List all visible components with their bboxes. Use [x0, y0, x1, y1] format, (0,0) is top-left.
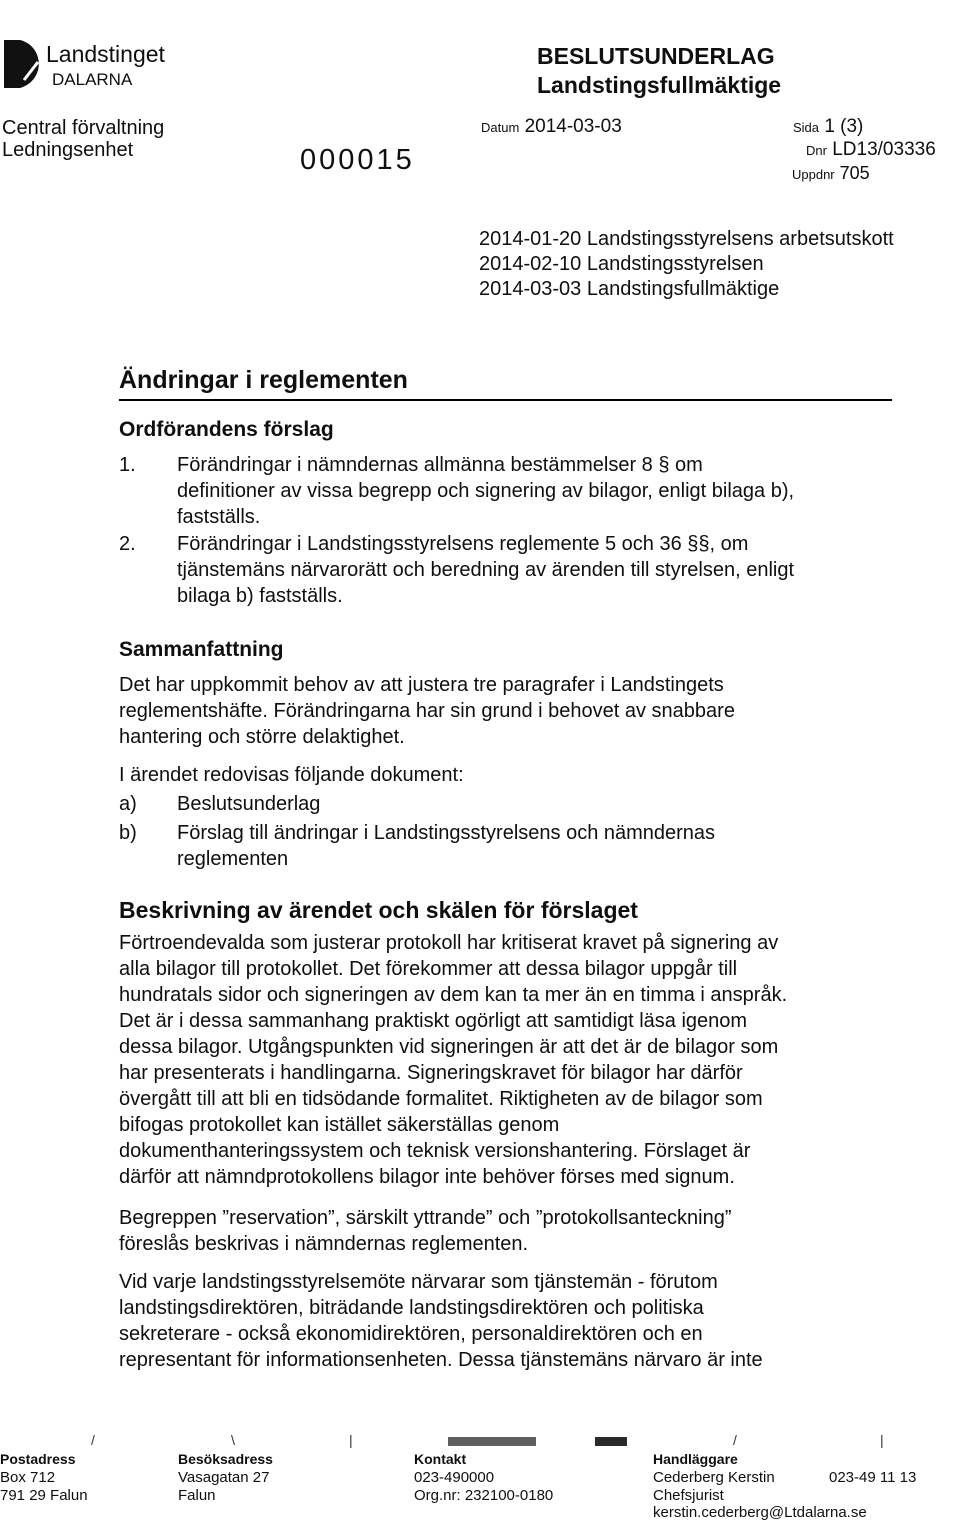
footer-scan-bar: [448, 1437, 536, 1446]
footer-contact-label: Kontakt: [414, 1451, 467, 1467]
document-list-label: a): [119, 793, 137, 815]
footer-contact-orgnr: Org.nr: 232100-0180: [414, 1487, 554, 1504]
footer-visit-label: Besöksadress: [178, 1451, 273, 1467]
page-field: [793, 116, 863, 138]
footer-handler-email: kerstin.cederberg@Ltdalarna.se: [653, 1504, 867, 1521]
footer-handler-name: Cederberg Kerstin: [653, 1469, 775, 1486]
proposal-item-line: bilaga b) fastställs.: [177, 585, 343, 607]
footer-separator-mark: /: [733, 1432, 737, 1448]
documents-intro: I ärendet redovisas följande dokument:: [119, 764, 464, 786]
description-line: dokumenthanteringssystem och teknisk versionshantering. Förslaget är: [119, 1140, 751, 1162]
footer-visit-line: Falun: [178, 1487, 216, 1504]
description-line: därför att nämndprotokollens bilagor inte behöver förses med signum.: [119, 1166, 735, 1188]
org-unit: Ledningsenhet: [2, 139, 134, 161]
description-line: Förtroendevalda som justerar protokoll har kritiserat kravet på signering av: [119, 932, 779, 954]
footer-separator-mark: |: [349, 1432, 353, 1448]
document-list-label: b): [119, 822, 137, 844]
page-label: Sida: [793, 120, 820, 135]
description-line: dessa bilagor. Utgångspunkten vid signeringen är att det är de bilagor som: [119, 1036, 779, 1058]
document-body-subtitle: Landstingsfullmäktige: [537, 72, 782, 98]
uppdnr-value: 705: [839, 163, 870, 183]
description-line: representant för informationsenheten. Dessa tjänstemäns närvaro är inte: [119, 1349, 763, 1371]
summary-line: Det har uppkommit behov av att justera tre paragrafer i Landstingets: [119, 674, 724, 696]
proposal-item-number: 2.: [119, 533, 136, 555]
footer-handler-phone: 023-49 11 13: [829, 1469, 917, 1486]
footer-postal-line: Box 712: [0, 1469, 56, 1486]
proposal-item-number: 1.: [119, 454, 136, 476]
description-line: Begreppen ”reservation”, särskilt yttrande” och ”protokollsanteckning”: [119, 1207, 732, 1229]
description-heading: Beskrivning av ärendet och skälen för förslaget: [119, 897, 638, 923]
meeting-line: 2014-02-10 Landstingsstyrelsen: [479, 253, 764, 275]
proposal-item-line: fastställs.: [177, 506, 261, 528]
org-department: Central förvaltning: [2, 117, 165, 139]
description-line: hundratals sidor och signeringen av dem kan ta mer än en timma i anspråk.: [119, 984, 788, 1006]
logo-name: Landstinget: [46, 41, 165, 67]
summary-heading: Sammanfattning: [119, 638, 284, 661]
proposal-item-line: Förändringar i Landstingsstyrelsens reglemente 5 och 36 §§, om: [177, 533, 749, 555]
logo-subtitle: DALARNA: [52, 70, 133, 89]
proposal-item-line: tjänstemäns närvarorätt och beredning av ärenden till styrelsen, enligt: [177, 559, 795, 581]
description-line: föreslås beskrivas i nämndernas reglementen.: [119, 1233, 529, 1255]
date-label: Datum: [481, 120, 520, 135]
footer-separator-mark: /: [91, 1432, 95, 1448]
heading-underline: [119, 399, 892, 401]
date-field: [481, 116, 622, 138]
footer-scan-bar: [595, 1437, 627, 1446]
description-line: Vid varje landstingsstyrelsemöte närvarar som tjänstemän - förutom: [119, 1271, 718, 1293]
document-list-item: reglementen: [177, 848, 289, 870]
document-list-item: Beslutsunderlag: [177, 793, 321, 815]
proposal-item-line: Förändringar i nämndernas allmänna bestämmelser 8 § om: [177, 454, 703, 476]
date-value: 2014-03-03: [524, 116, 622, 137]
dnr-value: LD13/03336: [832, 139, 936, 160]
document-number: 000015: [300, 144, 415, 176]
footer-visit-line: Vasagatan 27: [178, 1469, 270, 1486]
footer-handler-title: Chefsjurist: [653, 1487, 724, 1504]
dnr-field: [806, 139, 936, 161]
description-line: har presenterats i handlingarna. Signeringskravet för bilagor har därför: [119, 1062, 743, 1084]
footer-separator-mark: \: [231, 1432, 235, 1448]
footer-postal-label: Postadress: [0, 1451, 76, 1467]
description-line: sekreterare - också ekonomidirektören, personaldirektören och en: [119, 1323, 703, 1345]
footer-separator-mark: |: [880, 1432, 884, 1448]
page-value: 1 (3): [824, 116, 864, 137]
proposal-heading: Ordförandens förslag: [119, 418, 334, 441]
footer-handler-label: Handläggare: [653, 1451, 738, 1467]
description-line: alla bilagor till protokollet. Det förekommer att dessa bilagor uppgår till: [119, 958, 738, 980]
uppdnr-label: Uppdnr: [792, 167, 835, 182]
main-heading: Ändringar i reglementen: [119, 366, 408, 394]
uppdnr-field: [792, 163, 870, 184]
dnr-label: Dnr: [806, 143, 827, 158]
landstinget-logo-mark: [4, 40, 44, 88]
summary-line: reglementshäfte. Förändringarna har sin grund i behovet av snabbare: [119, 700, 735, 722]
summary-line: hantering och större delaktighet.: [119, 726, 405, 748]
description-line: övergått till att bli en tidsödande formalitet. Riktigheten av de bilagor som: [119, 1088, 763, 1110]
footer-postal-line: 791 29 Falun: [0, 1487, 88, 1504]
proposal-item-line: definitioner av vissa begrepp och signering av bilagor, enligt bilaga b),: [177, 480, 795, 502]
description-line: Det är i dessa sammanhang praktiskt ogörligt att samtidigt läsa igenom: [119, 1010, 748, 1032]
meeting-line: 2014-03-03 Landstingsfullmäktige: [479, 278, 780, 300]
footer-contact-phone: 023-490000: [414, 1469, 495, 1486]
document-type-title: BESLUTSUNDERLAG: [537, 43, 775, 69]
description-line: bifogas protokollet kan istället säkerställas genom: [119, 1114, 560, 1136]
meeting-line: 2014-01-20 Landstingsstyrelsens arbetsutskott: [479, 228, 894, 250]
description-line: landstingsdirektören, biträdande landstingsdirektören och politiska: [119, 1297, 704, 1319]
document-list-item: Förslag till ändringar i Landstingsstyrelsens och nämndernas: [177, 822, 716, 844]
